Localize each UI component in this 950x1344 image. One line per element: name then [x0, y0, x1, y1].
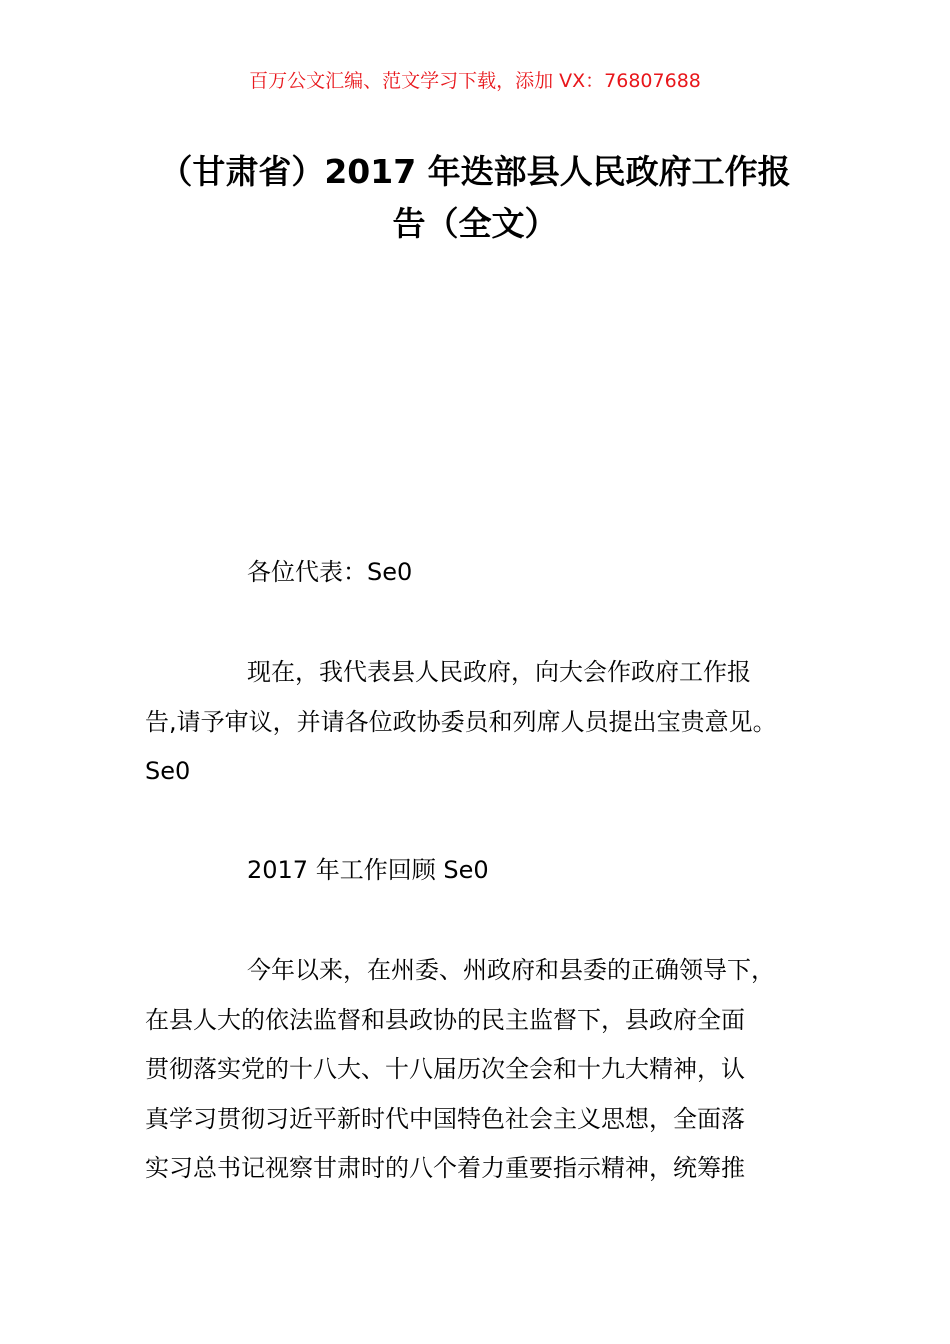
intro-line-1: 现在，我代表县人民政府，向大会作政府工作报: [247, 658, 751, 686]
section-heading: 2017 年工作回顾 Se0: [247, 856, 489, 884]
intro-paragraph: [145, 648, 835, 797]
title-line-2: 告（全文）: [392, 204, 558, 243]
intro-line-3: Se0: [145, 757, 191, 785]
document-title: [130, 146, 820, 250]
review-line-5: 实习总书记视察甘肃时的八个着力重要指示精神，统筹推: [145, 1154, 745, 1182]
title-line-1: （甘肃省）2017 年迭部县人民政府工作报: [159, 152, 791, 191]
review-paragraph: [145, 946, 835, 1194]
section-heading-paragraph: [145, 846, 835, 896]
salutation: 各位代表：Se0: [247, 558, 413, 586]
review-line-3: 贯彻落实党的十八大、十八届历次全会和十九大精神，认: [145, 1055, 745, 1083]
salutation-paragraph: [145, 548, 835, 598]
review-line-4: 真学习贯彻习近平新时代中国特色社会主义思想，全面落: [145, 1104, 745, 1133]
review-line-1: 今年以来，在州委、州政府和县委的正确领导下，: [247, 956, 775, 984]
intro-line-2: 告,请予审议，并请各位政协委员和列席人员提出宝贵意见。: [145, 707, 777, 736]
review-line-2: 在县人大的依法监督和县政协的民主监督下，县政府全面: [145, 1005, 745, 1034]
promo-banner: 百万公文汇编、范文学习下载，添加 VX：76807688: [249, 70, 701, 92]
